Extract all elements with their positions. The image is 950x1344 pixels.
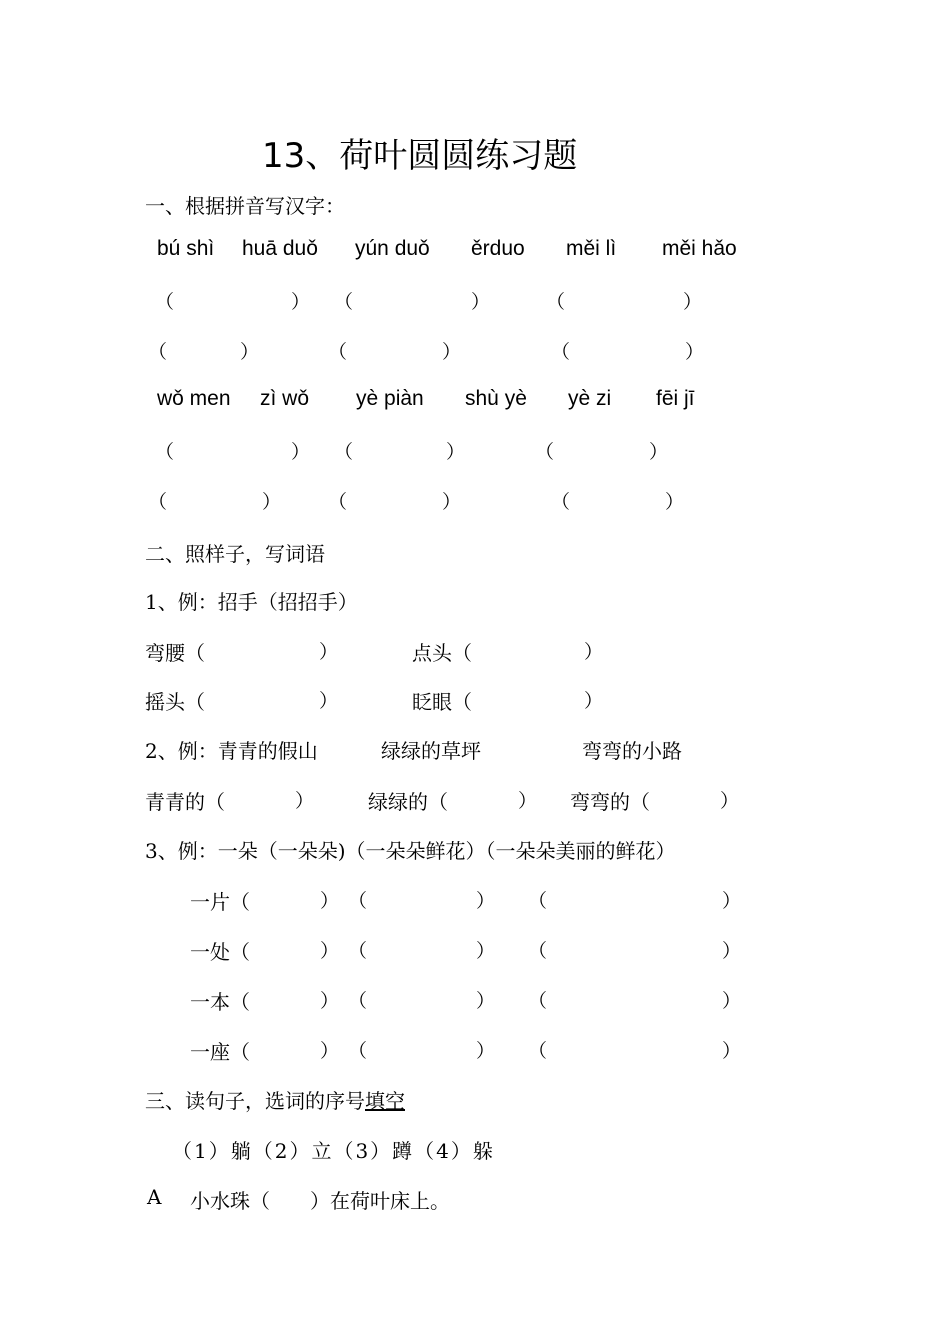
pinyin-item: ěrduo (471, 237, 525, 260)
open-paren: （ (535, 441, 555, 463)
close-paren: ） (584, 641, 604, 663)
ex3-item: 一本（ (190, 990, 250, 1014)
close-paren: ） (476, 890, 496, 912)
pinyin-item: měi lì (566, 237, 617, 260)
open-paren: （ (328, 491, 348, 513)
page-title: 13、荷叶圆圆练习题 (262, 136, 578, 176)
ex3-item: 一片（ (190, 890, 250, 914)
open-paren: （ (528, 890, 548, 912)
example-2-item: 弯弯的小路 (582, 739, 682, 763)
close-paren: ） (295, 790, 315, 812)
close-paren: ） (584, 690, 604, 712)
close-paren: ） (319, 641, 339, 663)
close-paren: ） (291, 291, 311, 313)
ex3-item: 一处（ (190, 940, 250, 964)
open-paren: （ (155, 441, 175, 463)
ex3-item: 一座（ (190, 1040, 250, 1064)
pinyin-item: wǒ men (157, 387, 231, 410)
ex2-item: 绿绿的（ (368, 790, 448, 814)
section1-heading: 一、根据拼音写汉字： (145, 194, 345, 218)
close-paren: ） (665, 491, 685, 513)
pinyin-item: bú shì (157, 237, 215, 260)
open-paren: （ (155, 291, 175, 313)
open-paren: （ (528, 990, 548, 1012)
close-paren: ） (476, 990, 496, 1012)
open-paren: （ (334, 291, 354, 313)
pinyin-item: shù yè (465, 387, 527, 410)
pinyin-item: yè zi (568, 387, 612, 410)
open-paren: （ (546, 291, 566, 313)
close-paren: ） (471, 291, 491, 313)
open-paren: （ (551, 491, 571, 513)
example-2-item: 绿绿的草坪 (381, 739, 481, 763)
open-paren: （ (348, 1040, 368, 1062)
close-paren: ） (722, 940, 742, 962)
section3-heading (145, 1085, 405, 1114)
section3-heading-text: 三、读句子，选词的序号 (145, 1089, 365, 1113)
close-paren: ） (722, 990, 742, 1012)
open-paren: （ (551, 341, 571, 363)
ex1-item: 点头（ (412, 641, 472, 665)
close-paren: ） (683, 291, 703, 313)
close-paren: ） (240, 341, 260, 363)
close-paren: ） (476, 940, 496, 962)
pinyin-item: zì wǒ (260, 387, 310, 410)
ex1-item: 眨眼（ (412, 690, 472, 714)
open-paren: （ (334, 441, 354, 463)
open-paren: （ (148, 341, 168, 363)
open-paren: （ (348, 990, 368, 1012)
close-paren: ） (476, 1040, 496, 1062)
close-paren: ） (722, 890, 742, 912)
open-paren: （ (348, 890, 368, 912)
open-paren: （ (528, 940, 548, 962)
pinyin-item: huā duǒ (242, 237, 318, 260)
close-paren: ） (320, 940, 340, 962)
close-paren: ） (518, 790, 538, 812)
section3-heading-underlined: 填空 (365, 1089, 405, 1113)
close-paren: ） (320, 1040, 340, 1062)
open-paren: （ (148, 491, 168, 513)
close-paren: ） (722, 1040, 742, 1062)
close-paren: ） (291, 441, 311, 463)
open-paren: （ (528, 1040, 548, 1062)
close-paren: ） (685, 341, 705, 363)
ex2-item: 弯弯的（ (570, 790, 650, 814)
ex2-item: 青青的（ (145, 790, 225, 814)
close-paren: ） (262, 491, 282, 513)
open-paren: （ (348, 940, 368, 962)
question-text: 小水珠（ ）在荷叶床上。 (190, 1189, 450, 1213)
pinyin-item: yún duǒ (355, 237, 430, 260)
example-2-lead: 2、例：青青的假山 (145, 739, 318, 763)
close-paren: ） (720, 790, 740, 812)
close-paren: ） (320, 890, 340, 912)
section2-heading: 二、照样子，写词语 (145, 542, 325, 566)
ex1-item: 弯腰（ (145, 641, 205, 665)
close-paren: ） (442, 491, 462, 513)
close-paren: ） (442, 341, 462, 363)
example-3: 3、例：一朵（一朵朵)（一朵朵鲜花）（一朵朵美丽的鲜花） (145, 839, 676, 863)
question-label: A (147, 1185, 162, 1209)
ex1-item: 摇头（ (145, 690, 205, 714)
pinyin-item: fēi jī (656, 387, 695, 410)
close-paren: ） (649, 441, 669, 463)
close-paren: ） (319, 690, 339, 712)
close-paren: ） (446, 441, 466, 463)
word-options: （1）躺（2）立（3）蹲（4）躲 (172, 1139, 495, 1163)
open-paren: （ (328, 341, 348, 363)
pinyin-item: měi hǎo (662, 237, 737, 260)
close-paren: ） (320, 990, 340, 1012)
pinyin-item: yè piàn (356, 387, 424, 410)
example-1: 1、例：招手（招招手） (145, 590, 358, 614)
